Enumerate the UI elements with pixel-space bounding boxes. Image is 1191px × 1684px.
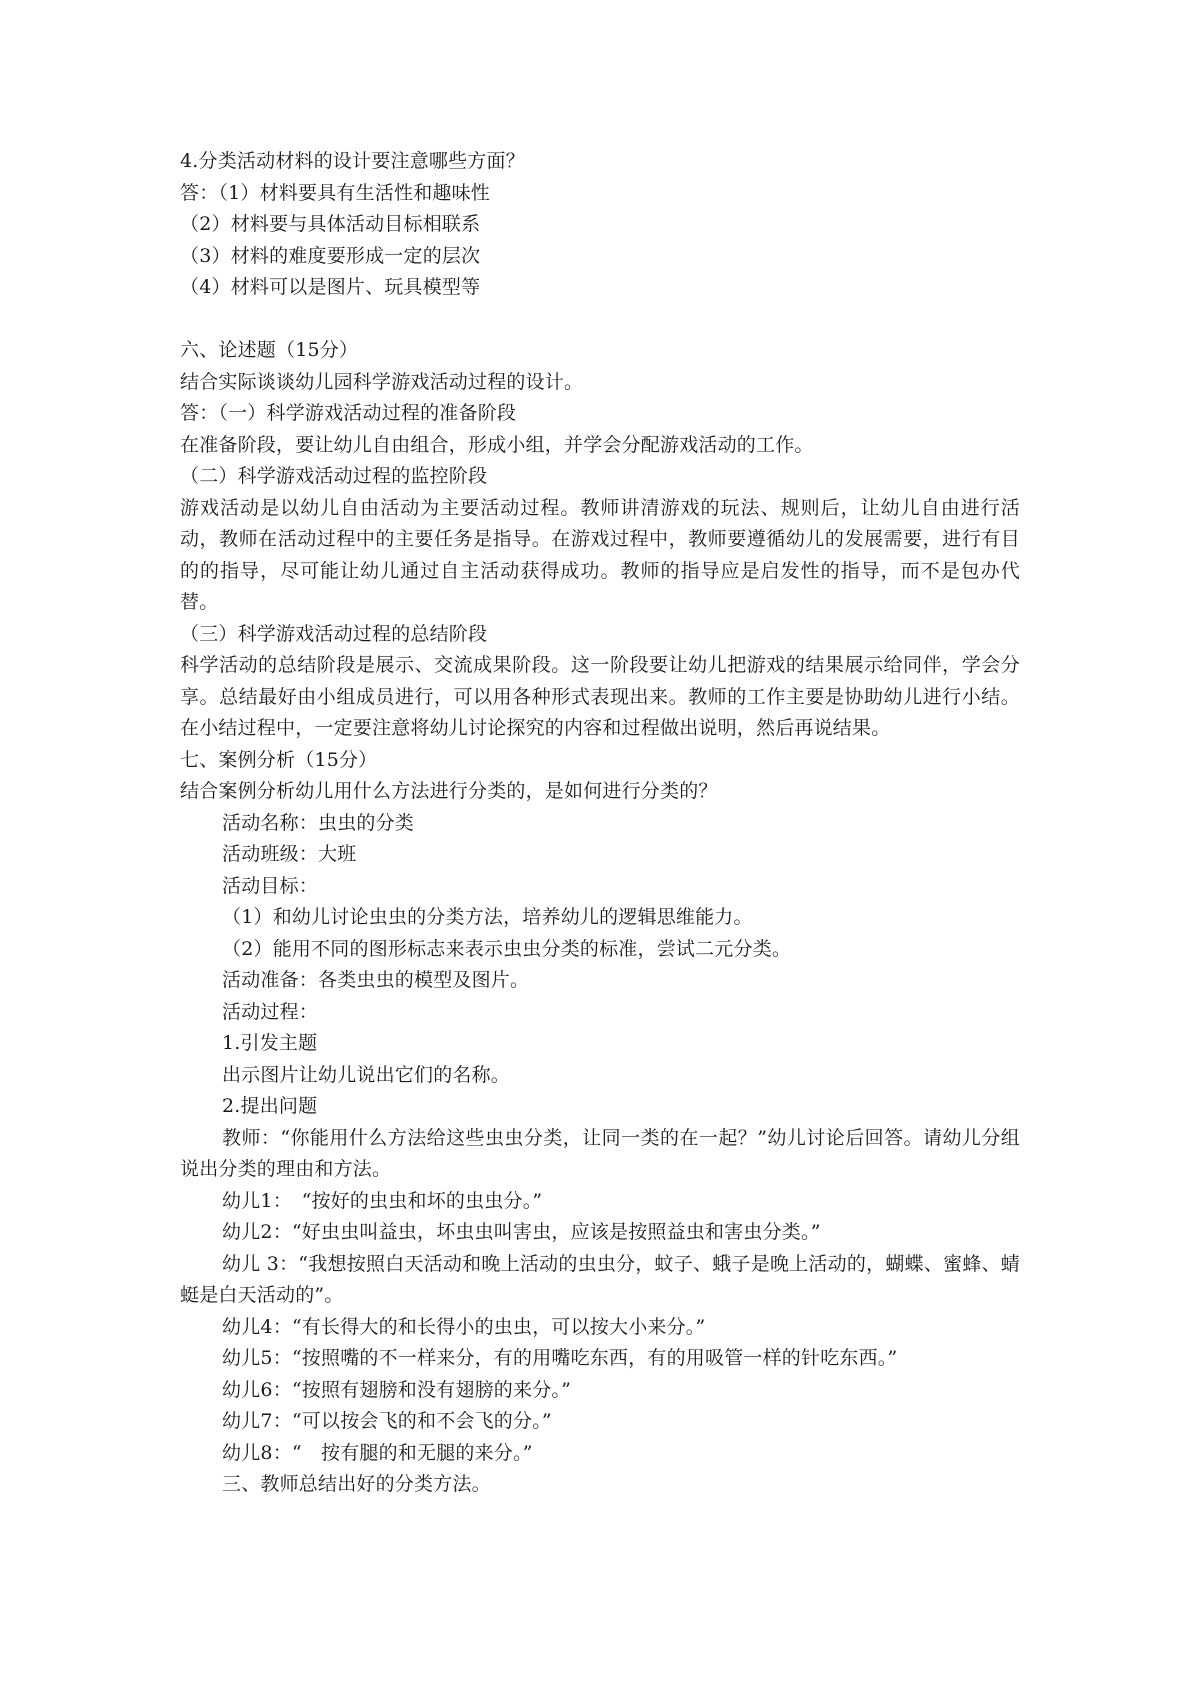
goal-2: （2）能用不同的图形标志来表示虫虫分类的标准，尝试二元分类。 <box>222 937 792 960</box>
teacher-question: 教师：“你能用什么方法给这些虫虫分类，让同一类的在一起？”幼儿讨论后回答。请幼儿分组说出分类的理由和方法。 <box>180 1126 1020 1180</box>
q4-answer-4: （4）材料可以是图片、玩具模型等 <box>180 276 481 298</box>
child-7: 幼儿7：“可以按会飞的和不会飞的分。” <box>222 1410 552 1432</box>
stage2-title: （二）科学游戏活动过程的监控阶段 <box>180 465 488 487</box>
goal-1: （1）和幼儿讨论虫虫的分类方法，培养幼儿的逻辑思维能力。 <box>222 906 753 928</box>
stage3-title: （三）科学游戏活动过程的总结阶段 <box>180 622 488 645</box>
summary: 三、教师总结出好的分类方法。 <box>222 1473 491 1495</box>
stage1-text: 在准备阶段，要让幼儿自由组合，形成小组，并学会分配游戏活动的工作。 <box>180 433 814 456</box>
stage2-text: 游戏活动是以幼儿自由活动为主要活动过程。教师讲清游戏的玩法、规则后，让幼儿自由进行活动，教师在活动过程中的主要任务是指导。在游戏过程中，教师要遵循幼儿的发展需要，进行有目的的指导，尽可能让幼儿通过自主活动获得成功。教师的指导应是启发性的指导，而不是包办代替。 <box>180 496 1020 613</box>
child-8: 幼儿8：“ 按有腿的和无腿的来分。” <box>222 1441 533 1464</box>
step1-title: 1.引发主题 <box>222 1032 318 1054</box>
child-3: 幼儿 3：“我想按照白天活动和晚上活动的虫虫分，蚊子、蛾子是晚上活动的，蝴蝶、蜜蜂、蜻蜓是白天活动的”。 <box>180 1252 1020 1306</box>
child-2: 幼儿2：“好虫虫叫益虫，坏虫虫叫害虫，应该是按照益虫和害虫分类。” <box>222 1221 821 1243</box>
activity-prep: 活动准备：各类虫虫的模型及图片。 <box>222 969 530 991</box>
q4-answer-1: 答：（1）材料要具有生活性和趣味性 <box>180 181 490 204</box>
child-4: 幼儿4：“有长得大的和长得小的虫虫，可以按大小来分。” <box>222 1315 706 1338</box>
stage1-title: 答：（一）科学游戏活动过程的准备阶段 <box>180 402 517 424</box>
activity-class: 活动班级：大班 <box>222 843 357 865</box>
child-6: 幼儿6：“按照有翅膀和没有翅膀的来分。” <box>222 1378 572 1401</box>
activity-name: 活动名称：虫虫的分类 <box>222 811 415 834</box>
document-body <box>180 146 1020 1501</box>
step1-text: 出示图片让幼儿说出它们的名称。 <box>222 1063 511 1086</box>
child-5: 幼儿5：“按照嘴的不一样来分，有的用嘴吃东西，有的用吸管一样的针吃东西。” <box>222 1347 898 1369</box>
section6-question: 结合实际谈谈幼儿园科学游戏活动过程的设计。 <box>180 370 584 393</box>
q4-question: 4.分类活动材料的设计要注意哪些方面？ <box>180 150 525 172</box>
q4-answer-3: （3）材料的难度要形成一定的层次 <box>180 244 481 267</box>
q4-answer-2: （2）材料要与具体活动目标相联系 <box>180 213 481 235</box>
step2-title: 2.提出问题 <box>222 1095 318 1117</box>
blank-line <box>180 304 1020 336</box>
section7-heading: 七、案例分析（15分） <box>180 748 378 771</box>
activity-process-label: 活动过程： <box>222 1000 319 1023</box>
section7-question: 结合案例分析幼儿用什么方法进行分类的，是如何进行分类的？ <box>180 780 718 802</box>
stage3-text: 科学活动的总结阶段是展示、交流成果阶段。这一阶段要让幼儿把游戏的结果展示给同伴，学会分享。总结最好由小组成员进行，可以用各种形式表现出来。教师的工作主要是协助幼儿进行小结。在小结过程中，一定要注意将幼儿讨论探究的内容和过程做出说明，然后再说结果。 <box>180 654 1020 739</box>
activity-goal-label: 活动目标： <box>222 874 319 897</box>
section6-heading: 六、论述题（15分） <box>180 339 359 361</box>
child-1: 幼儿1： “按好的虫虫和坏的虫虫分。” <box>222 1189 543 1212</box>
